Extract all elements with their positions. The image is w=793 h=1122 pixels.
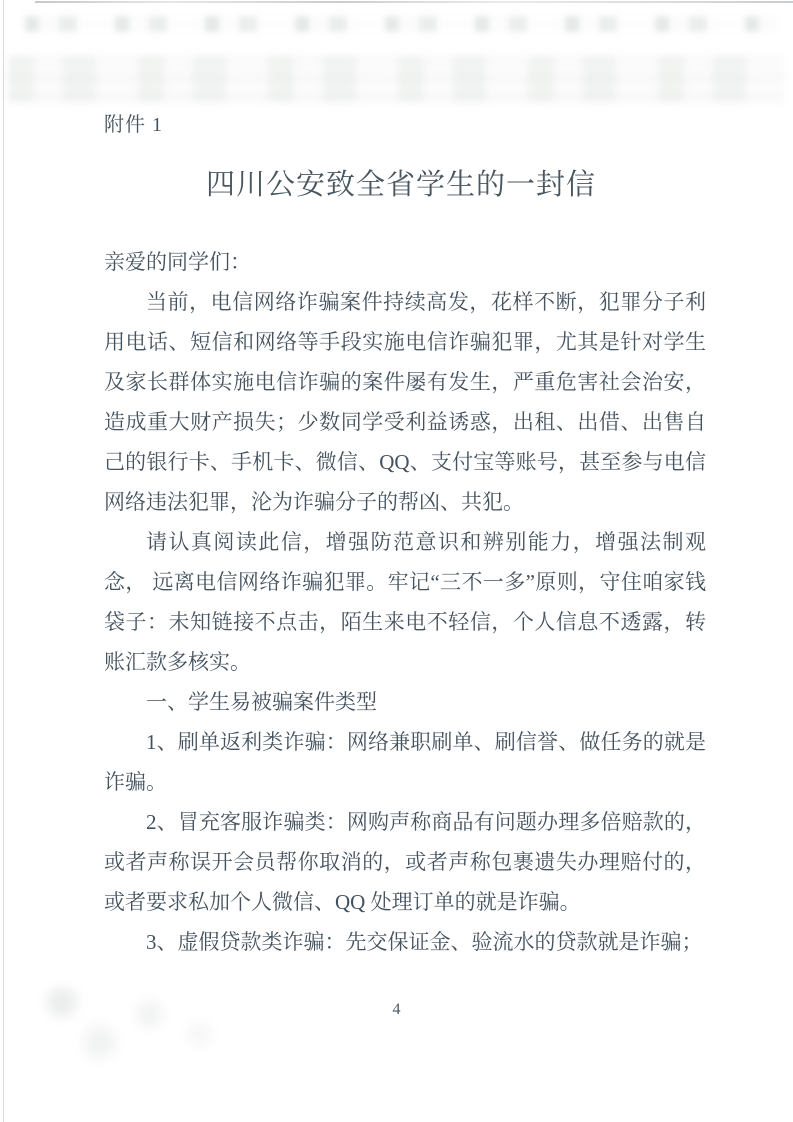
attachment-label: 附件 1 bbox=[104, 114, 163, 136]
salutation: 亲爱的同学们： bbox=[104, 250, 251, 274]
scan-noise-band-upper bbox=[8, 56, 785, 102]
scan-noise-band-top bbox=[25, 16, 778, 32]
scan-noise-bottom-left bbox=[12, 986, 262, 1066]
list-item-1: 1、刷单返利类诈骗：网络兼职刷单、刷信誉、做任务的就是诈骗。 bbox=[104, 730, 706, 794]
paragraph-intro: 当前，电信网络诈骗案件持续高发，花样不断，犯罪分子利用电话、短信和网络等手段实施电信诈骗犯罪，尤其是针对学生及家长群体实施电信诈骗的案件屡有发生，严重危害社会治安， 造成重大财产损失；少数同学受利益诱惑，出租、出借、出售自己的银行卡、手机卡、微信、QQ、支付宝等账号，甚至参与电信网络违法犯罪，沦为诈骗分子的帮凶、共犯。 bbox=[104, 290, 706, 514]
scan-edge-top-line bbox=[35, 1, 793, 3]
paragraph-advice: 请认真阅读此信，增强防范意识和辨别能力，增强法制观念， 远离电信网络诈骗犯罪。牢记“三不一多”原则，守住咱家钱袋子：未知链接不点击，陌生来电不轻信，个人信息不透露，转账汇款多核实。 bbox=[104, 530, 706, 674]
list-item-3: 3、虚假贷款类诈骗：先交保证金、验流水的贷款就是诈骗； bbox=[146, 930, 703, 954]
scan-edge-left-line bbox=[3, 0, 4, 1122]
list-item-2: 2、冒充客服诈骗类：网购声称商品有问题办理多倍赔款的，或者声称误开会员帮你取消的，或者声称包裹遗失办理赔付的，或者要求私加个人微信、QQ 处理订单的就是诈骗。 bbox=[104, 810, 706, 914]
section-heading: 一、学生易被骗案件类型 bbox=[146, 690, 377, 714]
letter-body bbox=[104, 242, 706, 962]
document-title: 四川公安致全省学生的一封信 bbox=[205, 169, 596, 201]
page-number: 4 bbox=[392, 1001, 401, 1018]
